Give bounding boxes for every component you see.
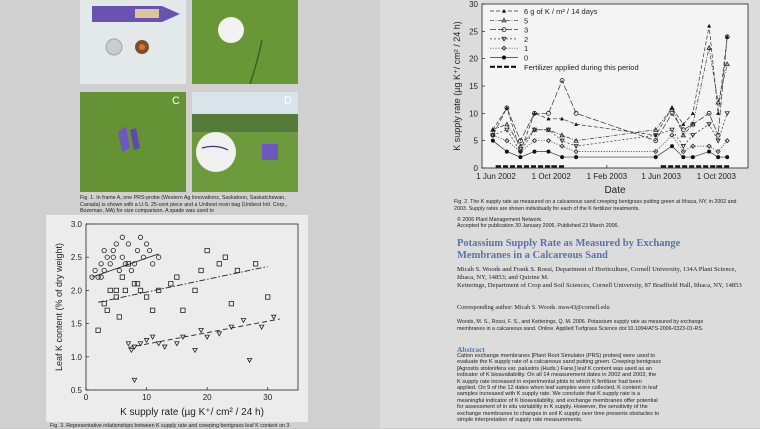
fig3-data-point	[156, 255, 160, 259]
fig2-legend-label: 5	[524, 16, 529, 26]
fig3-data-point	[108, 262, 112, 266]
fig3-data-point	[259, 325, 263, 329]
fig2-data-point	[491, 139, 495, 143]
fig3-data-point	[217, 262, 221, 266]
photo-d-graphic	[192, 92, 298, 192]
fig3-data-point	[96, 328, 100, 332]
fig3-data-point	[138, 235, 142, 239]
fig2-ytick-label: 0	[473, 164, 478, 173]
fig1-caption: Fig. 1. In frame A, one PRS-probe (Western Ag Innovations, Saskatoon, Saskatchewan, Canada) is shown with a U.S. 25-cent piece and a Unibest resin bag (Unibest Intl. Corp., Bozeman, MA) for size comparison. A spade was used to	[80, 195, 288, 214]
fig2-data-point	[518, 155, 522, 159]
fig2-data-point	[654, 155, 658, 159]
fig3-data-point	[144, 242, 148, 246]
fig3-data-point	[102, 301, 106, 305]
fig3-data-point	[138, 288, 142, 292]
fig3-data-point	[105, 255, 109, 259]
fig3-data-point	[223, 255, 227, 259]
fig3-data-point	[135, 282, 139, 286]
fig2-ytick-label: 20	[469, 54, 478, 64]
fig2-data-point	[681, 155, 685, 159]
fig3-data-point	[199, 328, 203, 332]
fig3-data-point	[99, 275, 103, 279]
fig3-data-point	[132, 282, 136, 286]
panel-c-label: C	[172, 95, 180, 107]
fig3-y-axis-label: Leaf K content (% of dry weight)	[54, 242, 64, 372]
fig3-data-point	[144, 338, 148, 342]
fig3-data-point	[205, 335, 209, 339]
fig3-data-point	[111, 255, 115, 259]
fig3-data-point	[150, 262, 154, 266]
fig3-data-point	[193, 288, 197, 292]
fig2-ytick-label: 15	[469, 82, 478, 91]
fig3-data-point	[175, 342, 179, 346]
fig3-data-point	[235, 268, 239, 272]
photo-c-graphic	[80, 92, 186, 192]
fig2-caption: Fig. 2. The K supply rate as measured on a calcareous sand creeping bentgrass putting green at Ithaca, NY, in 2002 and 2003. Supply rates are shown individually for each of the K fertilizer treatments.	[454, 199, 737, 212]
authors-line-2: Ketterings, Department of Crop and Soil Sciences, Cornell University, 87 Bradfield Hall, Ithaca, NY, 14853	[457, 282, 742, 289]
fig3-ytick-label: 2.0	[70, 286, 82, 296]
copyright-line: © 2006 Plant Management Network.	[457, 217, 543, 223]
fig3-data-point	[93, 268, 97, 272]
abstract-body	[457, 353, 747, 423]
fig2-xtick-label: 1 Feb 2003	[586, 172, 628, 181]
fig3-data-point	[156, 288, 160, 292]
fig3-data-point	[108, 288, 112, 292]
left-page	[0, 0, 380, 428]
fig3-data-point	[114, 288, 118, 292]
article-title: Potassium Supply Rate as Measured by Exchange Membranes in a Calcareous Sand	[457, 238, 681, 261]
abstract-line: Cation exchange membranes [Plant Root Simulator (PRS) probes] were used to	[457, 353, 656, 359]
fig3-data-point	[111, 248, 115, 252]
fig2-legend-label: 3	[524, 25, 529, 35]
fig2-data-point	[532, 150, 536, 154]
fig3-data-point	[117, 268, 121, 272]
fig3-data-point	[175, 275, 179, 279]
fig2-data-point	[725, 155, 729, 159]
fig3-data-point	[181, 308, 185, 312]
fig3-xtick-label: 10	[142, 393, 152, 402]
fig3-data-point	[120, 255, 124, 259]
coin-shape	[106, 39, 122, 55]
fig2-data-point	[574, 155, 578, 159]
fig3-data-point	[253, 262, 257, 266]
abstract-line: for assessment of in situ variability in K supply. However, the sensitivity of the	[457, 404, 648, 411]
abstract-line: evaluate the K supply rate of a calcareous sand putting green. Creeping bentgrass	[457, 359, 661, 366]
fig3-data-point	[272, 315, 276, 319]
fig2-data-point	[707, 150, 711, 154]
fig2-data-point	[691, 155, 695, 159]
abstract-line: simple interpretation of supply rate measurements.	[457, 417, 583, 424]
abstract-line: [Agrostis stolonifera var. palustris (Huds.) Farw.] leaf K content was used as an	[457, 365, 652, 372]
fig3-data-point	[114, 242, 118, 246]
fig3-data-point	[205, 248, 209, 252]
fig3-data-point	[266, 295, 270, 299]
photo-c	[80, 92, 186, 192]
abstract-heading: Abstract	[457, 345, 485, 354]
fig3-data-point	[129, 348, 133, 352]
fig2-ytick-label: 30	[469, 0, 478, 9]
fig3-data-point	[156, 342, 160, 346]
fig2-ytick-label: 5	[473, 136, 478, 146]
abstract-line: samples increased with K supply rate. We conclude that K supply rate is a	[457, 391, 641, 398]
fig2-line-chart	[424, 0, 754, 202]
fig2-y-axis-label: K supply rate (µg K⁺/ cm² / 24 h)	[452, 21, 462, 151]
fig3-xtick-label: 0	[83, 393, 89, 402]
fig2-data-point	[716, 155, 720, 159]
fig3-fit-line	[128, 319, 279, 348]
fig3-caption: Fig. 3. Representative relationships between K supply rate and creeping bentgrass leaf K content on 3	[50, 423, 290, 429]
fig2-legend-label: 1	[524, 44, 529, 54]
fig2-xtick-label: 1 Oct 2003	[696, 172, 736, 181]
fig3-data-point	[163, 345, 167, 349]
fig3-scatter-chart	[46, 214, 346, 424]
fig3-data-point	[150, 335, 154, 339]
fig3-data-point	[247, 358, 251, 362]
fig3-data-point	[102, 248, 106, 252]
fig2-legend-label: 2	[524, 34, 529, 44]
fig2-data-point	[670, 144, 674, 148]
corresponding-author: Corresponding author: Micah S. Woods. msw43@cornell.edu	[457, 304, 610, 311]
fig2-xtick-label: 1 Jun 2002	[476, 172, 516, 181]
photo-b-graphic	[192, 0, 298, 84]
fig3-data-point	[129, 268, 133, 272]
fig2-x-axis-label: Date	[604, 185, 626, 196]
fig2-data-point	[505, 150, 509, 154]
fig3-data-point	[120, 275, 124, 279]
authors-line-1: Micah S. Woods and Frank S. Rossi, Department of Horticulture, Cornell University, 134A Plant Science, Ithaca, NY, 14853; and Quirine M.	[457, 266, 737, 281]
golf-ball-shape	[196, 132, 236, 172]
fig3-ytick-label: 1.0	[70, 352, 82, 362]
fig3-data-point	[132, 378, 136, 382]
fig3-data-point	[193, 348, 197, 352]
citation: Woods, M. S., Rossi, F. S., and Ketterings, Q. M. 2006. Potassium supply rate as measured by exchange membranes in a calcareous sand. Online. Applied Turfgrass Science doi:10.1094/ATS-2006-0323-01-RS.	[457, 319, 704, 332]
fig3-ytick-label: 1.5	[70, 319, 82, 329]
fig3-data-point	[169, 282, 173, 286]
right-page	[380, 0, 760, 428]
fig2-ytick-label: 10	[469, 109, 478, 119]
photo-a	[80, 0, 186, 84]
fig3-plot-area	[86, 224, 298, 390]
golf-ball-shape	[218, 17, 244, 43]
fig3-data-point	[126, 342, 130, 346]
fig3-ytick-label: 2.5	[70, 253, 82, 263]
abstract-line: K supply rate increased in experimental plots to which K fertilizer had been	[457, 378, 642, 385]
fig2-ytick-label: 25	[469, 27, 478, 37]
panel-d-label: D	[284, 95, 292, 107]
fig3-data-point	[120, 235, 124, 239]
fig3-data-point	[229, 301, 233, 305]
fig2-xtick-label: 1 Jun 2003	[641, 172, 681, 181]
fig3-data-point	[135, 248, 139, 252]
fig3-data-point	[99, 262, 103, 266]
fig2-legend-fertilizer-label: Fertilizer applied during this period	[524, 62, 639, 72]
accepted-line: Accepted for publication 30 January 2006. Published 23 March 2006.	[457, 223, 619, 229]
photo-b	[192, 0, 298, 84]
abstract-line: exchange membranes to changes in soil K supply over time presents obstacles to	[457, 410, 660, 417]
fig3-x-axis-label: K supply rate (µg K⁺/ cm² / 24 h)	[120, 407, 264, 418]
fig3-ytick-label: 3.0	[70, 220, 82, 229]
photo-a-graphic	[80, 0, 186, 84]
fig3-data-point	[199, 268, 203, 272]
fig3-data-point	[123, 288, 127, 292]
fig2-data-point	[547, 150, 551, 154]
fig3-data-point	[117, 315, 121, 319]
fig3-data-point	[241, 319, 245, 323]
fig2-legend-label: 6 g of K / m² / 14 days	[524, 7, 598, 16]
fig3-data-point	[144, 295, 148, 299]
fig2-legend-label: 0	[524, 53, 529, 63]
fig2-data-point	[560, 155, 564, 159]
fig3-data-point	[147, 248, 151, 252]
fig2-legend-marker	[502, 56, 506, 60]
fig3-data-point	[105, 308, 109, 312]
fig3-fit-line	[98, 266, 268, 302]
abstract-line: applied. On 9 of the 12 dates when leaf samples were collected, K content in leaf	[457, 385, 658, 392]
fig3-ytick-label: 0.5	[70, 386, 82, 395]
abstract-line: indicator of K bioavailability. On all 14 measurement dates in 2002 and 2003, the	[457, 372, 657, 379]
abstract-line: meaningful indicator of K bioavailability, and exchange membranes offer potential	[457, 397, 658, 404]
fig2-plot-area	[482, 4, 748, 168]
fig3-xtick-label: 20	[202, 393, 212, 402]
fig3-data-point	[126, 242, 130, 246]
fig3-xtick-label: 30	[263, 393, 273, 402]
fig3-data-point	[217, 332, 221, 336]
fig3-data-point	[150, 308, 154, 312]
fig2-xtick-label: 1 Oct 2002	[531, 172, 571, 181]
photo-d	[192, 92, 298, 192]
